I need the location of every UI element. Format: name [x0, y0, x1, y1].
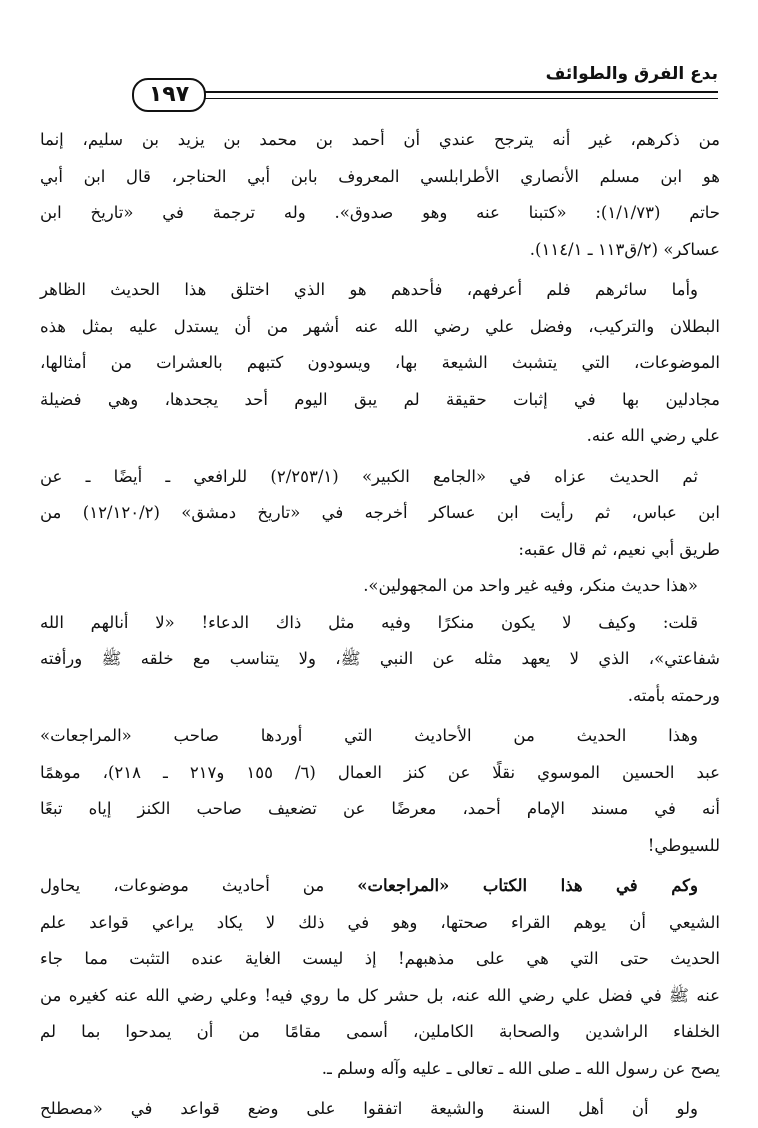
text-line: عساكر» (٢/ق١١٣ ـ ١١٤/١). — [529, 239, 720, 259]
paragraph — [40, 459, 720, 569]
text-line: الموضوعات، التي يتشبث الشيعة بها، ويسودون كتبهم بالعشرات من أمثالها، — [40, 353, 720, 372]
page-number-badge: ١٩٧ — [132, 78, 206, 112]
running-title: بدع الفرق والطوائف — [545, 64, 718, 84]
text-line: عنه ﷺ في فضل علي رضي الله عنه، بل حشر كل ما روي فيه! وعلي رضي الله عنه كغيره من — [40, 985, 720, 1005]
text-line: مجادلين بها في إثبات حقيقة لم يبق اليوم أحد يجحدها، وهي فضيلة — [40, 389, 720, 409]
bold-lead: وكم في هذا الكتاب «المراجعات» — [357, 876, 698, 895]
text-line: وأما سائرهم فلم أعرفهم، فأحدهم هو الذي اختلق هذا الحديث الظاهر — [40, 280, 698, 299]
text-line: البطلان والتركيب، وفضل علي رضي الله عنه أشهر من أن يستدل عليه بمثل هذه — [40, 316, 720, 336]
paragraph — [40, 605, 720, 715]
text-line: ثم الحديث عزاه في «الجامع الكبير» (٢/٢٥٣/١) للرافعي ـ أيضًا ـ عن — [40, 466, 698, 486]
text-line: علي رضي الله عنه. — [586, 426, 720, 445]
page-body — [40, 122, 720, 1128]
text-line: من ذكرهم، غير أنه يترجح عندي أن أحمد بن محمد بن يزيد بن سليم، إنما — [40, 130, 720, 149]
page-header — [100, 58, 718, 120]
paragraph — [40, 718, 720, 864]
text-line — [40, 868, 720, 905]
header-rule-thin — [200, 98, 718, 99]
text-line: قلت: وكيف لا يكون منكرًا وفيه مثل ذاك الدعاء! «لا أنالهم الله — [40, 612, 698, 632]
text-line: للسيوطي! — [647, 835, 720, 855]
paragraph — [40, 868, 720, 1087]
text-line: شفاعتي»، الذي لا يعهد مثله عن النبي ﷺ، ولا يتناسب مع خلقه ﷺ ورأفته — [40, 649, 720, 668]
text-line: هو ابن مسلم الأنصاري الأطرابلسي المعروف بابن أبي الحناجر، قال ابن أبي — [40, 166, 720, 186]
paragraph — [40, 272, 720, 455]
text-line: ولو أن أهل السنة والشيعة اتفقوا على وضع قواعد في «مصطلح — [40, 1099, 698, 1118]
lead-rest: من أحاديث موضوعات، يحاول — [40, 876, 358, 895]
paragraph — [40, 1091, 720, 1128]
header-rule — [170, 91, 718, 93]
text-line: الخلفاء الراشدين والصحابة الكاملين، أسمى مقامًا من أن يمدحوا بما لم — [40, 1022, 720, 1041]
text-line: يصح عن رسول الله ـ صلى الله ـ تعالى ـ عليه وآله وسلم ـ. — [321, 1058, 720, 1078]
text-line: حاتم (١/١/٧٣): «كتبنا عنه وهو صدوق». وله ترجمة في «تاريخ ابن — [40, 203, 721, 222]
text-line: ورحمته بأمته. — [627, 685, 720, 705]
text-line: «هذا حديث منكر، وفيه غير واحد من المجهولين». — [363, 576, 698, 595]
text-line: عبد الحسين الموسوي نقلًا عن كنز العمال (٦/ ١٥٥ و٢١٧ ـ ٢١٨)، موهمًا — [40, 762, 720, 782]
text-line: طريق أبي نعيم، ثم قال عقبه: — [518, 539, 720, 559]
text-line: الحديث حتى التي هي على مذهبهم! إذ ليست الغاية عنده التثبت مما جاء — [40, 949, 720, 968]
text-line: أنه في مسند الإمام أحمد، معرضًا عن تضعيف صاحب الكنز إياه تبعًا — [40, 799, 720, 818]
text-line: وهذا الحديث من الأحاديث التي أوردها صاحب «المراجعات» — [40, 726, 698, 745]
paragraph — [40, 122, 720, 268]
quotation — [40, 568, 720, 605]
text-line: ابن عباس، ثم رأيت ابن عساكر أخرجه في «تاريخ دمشق» (١٢/١٢٠/٢) من — [40, 503, 720, 522]
text-line: الشيعي أن يوهم القراء صحتها، وهو في ذلك لا يكاد يراعي قواعد علم — [40, 912, 720, 932]
